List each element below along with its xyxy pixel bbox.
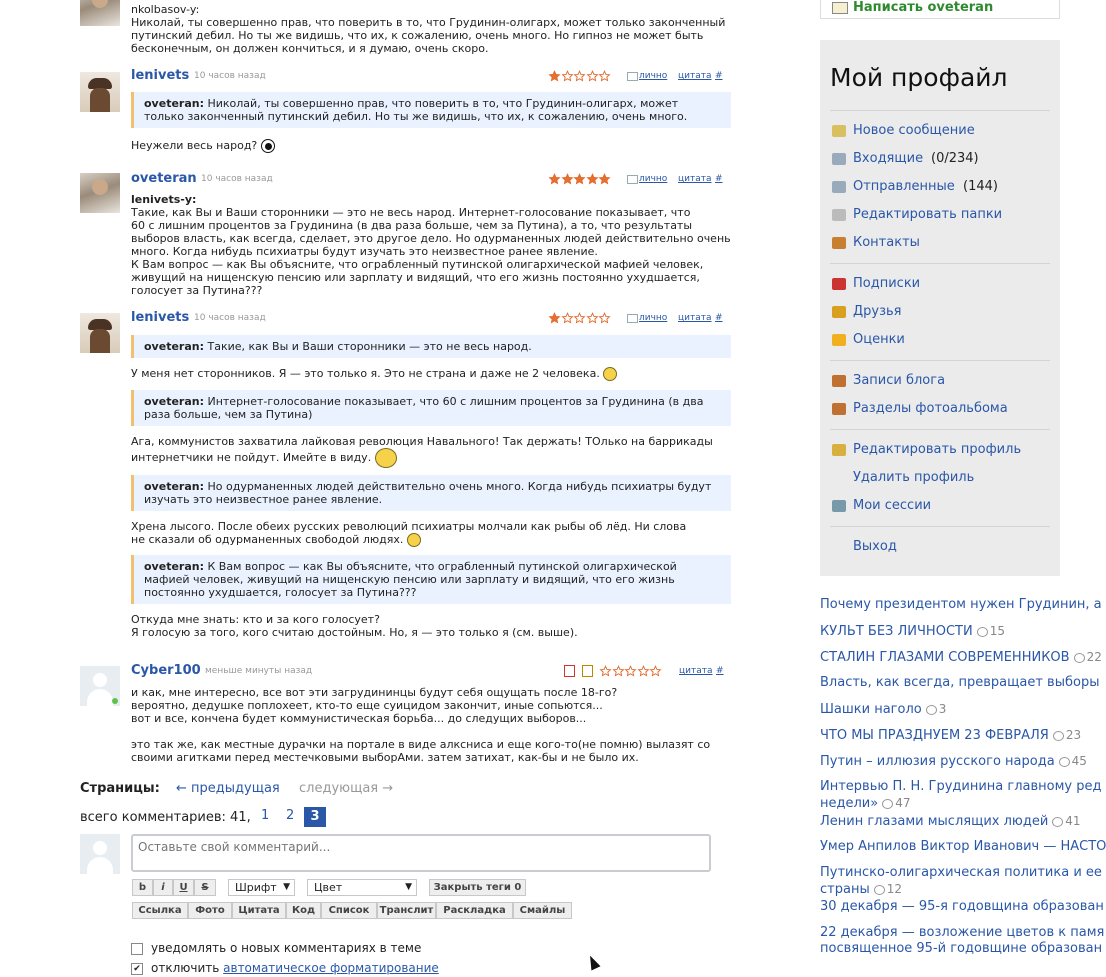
profile-menu-link[interactable]: Разделы фотоальбома <box>853 401 1008 416</box>
comment-bubble-icon <box>1074 653 1085 663</box>
insert-button[interactable]: Цитата <box>232 902 286 919</box>
post-title: ЧТО МЫ ПРАЗДНУЕМ 23 ФЕВРАЛЯ <box>820 728 1049 743</box>
profile-menu-link[interactable]: Отправленные <box>853 179 955 194</box>
profile-menu-link[interactable]: Редактировать папки <box>853 207 1003 222</box>
avatar[interactable] <box>80 72 120 112</box>
profile-menu-link[interactable]: Записи блога <box>853 373 946 388</box>
count: (0/234) <box>931 151 979 166</box>
write-message-link[interactable]: Написать oveteran <box>853 0 994 15</box>
comment-bubble-icon <box>1053 731 1064 741</box>
comment-count <box>1055 754 1087 768</box>
comment-time: 10 часов назад <box>194 71 266 81</box>
comment-count <box>870 882 902 896</box>
quote-block <box>131 475 731 511</box>
autoformat-checkbox[interactable]: ✔ <box>131 963 143 975</box>
mail-icon <box>627 72 638 81</box>
post-title: Путин – иллюзия русского народа <box>820 754 1055 769</box>
post-title: СТАЛИН ГЛАЗАМИ СОВРЕМЕННИКОВ <box>820 650 1070 665</box>
blog-post-link[interactable] <box>820 675 1099 691</box>
comment-body <box>131 335 731 639</box>
avatar[interactable] <box>80 313 120 353</box>
divider <box>830 110 1050 111</box>
comment-bubble-icon <box>882 799 893 809</box>
comment-header <box>131 68 729 84</box>
blog-post-link[interactable] <box>820 753 1087 770</box>
prev-page-link[interactable]: ← предыдущая <box>176 781 280 796</box>
chevron-down-icon: ▼ <box>283 882 290 892</box>
online-status-dot <box>112 698 118 704</box>
compose-icon <box>832 2 848 14</box>
comment-count <box>1049 728 1081 742</box>
divider <box>830 429 1050 430</box>
profile-menu-link[interactable]: Оценки <box>853 332 905 347</box>
rating-star[interactable] <box>625 665 636 677</box>
insert-button[interactable]: Раскладка <box>436 902 513 919</box>
rating-stars[interactable] <box>549 70 612 84</box>
contacts-icon <box>832 237 846 249</box>
delete-icon[interactable] <box>564 665 575 677</box>
photo-album-icon <box>832 403 846 415</box>
rating-stars[interactable] <box>549 173 612 187</box>
rating-star[interactable] <box>574 70 585 82</box>
quote-link[interactable]: цитата <box>678 71 712 81</box>
comment-author-link[interactable]: lenivets <box>131 310 190 325</box>
post-title: Путинско-олигархическая политика и ее <box>820 865 1102 880</box>
mail-icon <box>627 314 638 323</box>
total-comments: всего комментариев: 41, <box>80 810 251 825</box>
comment-text: nkolbasov-y: Николай, ты совершенно прав, что поверить в то, что Грудинин-олигарх, может только законченный путинский дебил. Но ты же видишь, что их, к сожалению, очень много. Но гипноз не может быть бесконечным, он должен кончиться, и я думаю, очень скоро. <box>131 3 726 55</box>
comment-header <box>131 663 729 679</box>
folder-settings-icon <box>832 209 846 221</box>
quote-author: oveteran: <box>144 97 204 110</box>
smiley-icon <box>261 139 275 153</box>
post-title: посвященное 95-й годовщине образован <box>820 941 1103 956</box>
heart-icon <box>832 278 846 290</box>
personal-message-link[interactable]: лично <box>639 174 668 184</box>
blog-post-link[interactable] <box>820 701 946 718</box>
edit-icon[interactable] <box>582 665 593 677</box>
post-title: Шашки наголо <box>820 702 922 717</box>
comment-count-value: 45 <box>1071 754 1087 768</box>
comment-count-value: 3 <box>938 702 947 716</box>
page-link-1[interactable]: 1 <box>261 808 270 823</box>
quote-author: oveteran: <box>144 560 204 573</box>
comment-count-value: 47 <box>895 796 911 810</box>
comment-text: У меня нет сторонников. Я — это только я. Это не страна и даже не 2 человека. <box>131 367 600 380</box>
rating-star[interactable] <box>562 173 573 185</box>
autoformat-prefix: отключить <box>151 961 220 975</box>
strike-button[interactable]: S <box>194 879 216 896</box>
comment-text: Такие, как Вы и Ваши сторонники — это не весь народ. Интернет-голосование показывает, что 60 с лишним процентов за Грудинина (в два раза больше, чем за Путина), а то, что результаты выборов власть, как всегда, сделает, это другое дело. Но одурманенных людей действительно очень много. Когда нибудь психиатры будут изучать это неизвестное ранее явление. К Вам вопрос — как Вы объясните, что ограбленный путинской олигархической мафией человек, живущий на нищенскую пенсию или зарплату и видящий, что его жизнь постоянно ухудшается, голосует за Путина??? <box>131 206 731 297</box>
divider <box>830 263 1050 264</box>
quote-block <box>131 555 731 604</box>
comment-time: меньше минуты назад <box>205 666 313 676</box>
comment-time: 10 часов назад <box>194 313 266 323</box>
quoted-user: lenivets-y: <box>131 193 197 206</box>
quote-block <box>131 390 731 426</box>
color-select[interactable] <box>307 879 417 896</box>
edit-profile-icon <box>832 444 846 456</box>
post-title: 30 декабря — 95-я годовщина образован <box>820 899 1104 914</box>
divider <box>830 526 1050 527</box>
blog-post-link[interactable] <box>820 839 1106 855</box>
italic-button[interactable]: i <box>153 879 173 896</box>
divider <box>830 360 1050 361</box>
next-page-label: следующая → <box>299 781 394 796</box>
avatar[interactable] <box>80 0 120 26</box>
sad-smiley-icon <box>603 367 617 381</box>
rating-star[interactable] <box>587 70 598 82</box>
sessions-icon <box>832 500 846 512</box>
count: (144) <box>963 179 998 194</box>
quote-text: К Вам вопрос — как Вы объясните, что ограбленный путинской олигархической мафией человек, живущий на нищенскую пенсию или зарплату и видящий, что его жизнь постоянно ухудшается, голосует за Путина??? <box>144 560 677 599</box>
post-title: КУЛЬТ БЕЗ ЛИЧНОСТИ <box>820 624 973 639</box>
page-link-2[interactable]: 2 <box>286 808 295 823</box>
rating-star[interactable] <box>549 70 560 82</box>
permalink[interactable]: # <box>715 313 723 323</box>
blog-post-link[interactable] <box>820 649 1102 666</box>
profile-menu-link[interactable]: Удалить профиль <box>853 470 975 485</box>
rating-star[interactable] <box>574 173 585 185</box>
comment-actions <box>549 173 729 187</box>
post-title: Умер Анпилов Виктор Иванович — НАСТО <box>820 839 1106 854</box>
comment-count <box>878 796 910 810</box>
profile-menu-link[interactable]: Мои сессии <box>853 498 932 513</box>
comment-text: Неужели весь народ? <box>131 139 258 152</box>
current-page: 3 <box>304 807 326 827</box>
quote-author: oveteran: <box>144 480 204 493</box>
notify-label: уведомлять о новых комментариях в теме <box>151 941 422 955</box>
rating-star[interactable] <box>613 665 624 677</box>
pages-label: Страницы: <box>80 781 160 796</box>
laughing-smiley-icon <box>375 448 397 468</box>
quote-author: oveteran: <box>144 395 204 408</box>
quote-author: oveteran: <box>144 340 204 353</box>
post-title: 22 декабря — возложение цветов к памя <box>820 925 1105 940</box>
insert-button[interactable]: Смайлы <box>513 902 572 919</box>
mouse-cursor <box>586 954 601 971</box>
comment-body <box>131 92 731 153</box>
blog-post-link[interactable] <box>820 727 1081 744</box>
comment-time: 10 часов назад <box>201 174 273 184</box>
comment-bubble-icon <box>977 627 988 637</box>
comment-author-link[interactable]: Cyber100 <box>131 663 201 678</box>
profile-menu-link[interactable]: Подписки <box>853 276 921 291</box>
quote-text: Но одурманенных людей действительно очень много. Когда нибудь психиатры будут изучать это неизвестное ранее явление. <box>144 480 712 506</box>
comment-count-value: 22 <box>1086 650 1102 664</box>
color-select-label: Цвет <box>314 881 343 894</box>
comment-header <box>131 310 729 326</box>
rating-star[interactable] <box>562 70 573 82</box>
rating-star[interactable] <box>599 173 610 185</box>
quote-text: Интернет-голосование показывает, что 60 с лишним процентов за Грудинина (в два раза больше, чем за Путина) <box>144 395 704 421</box>
quote-block <box>131 92 731 128</box>
post-title: Власть, как всегда, превращает выборы <box>820 675 1100 690</box>
insert-button[interactable]: Код <box>286 902 321 919</box>
blog-post-link[interactable] <box>820 899 1104 915</box>
underline-button[interactable]: U <box>173 879 194 896</box>
profile-menu-link[interactable]: Новое сообщение <box>853 123 975 138</box>
blog-post-link[interactable] <box>820 597 1102 613</box>
profile-title: Мой профайл <box>830 63 1008 92</box>
insert-button[interactable]: Список <box>321 902 377 919</box>
profile-menu-link[interactable]: Входящие <box>853 151 924 166</box>
permalink[interactable]: # <box>716 666 724 676</box>
comment-count-value: 41 <box>1065 814 1081 828</box>
comment-text: Ага, коммунистов захватила лайковая революция Навального! Так держать! ТОлько на баррикады интернетчики не пойдут. Имейте в виду. <box>131 435 713 464</box>
autoformat-link[interactable]: автоматическое форматирование <box>223 961 439 975</box>
rating-stars[interactable] <box>549 312 612 326</box>
rating-star[interactable] <box>599 70 610 82</box>
blog-post-link[interactable] <box>820 779 1101 812</box>
autoformat-option[interactable] <box>131 961 439 975</box>
comment-text: и как, мне интересно, все вот эти загрудининцы будут себя ощущать после 18-го? вероятно, дедушке поплохеет, кто-то еще суицидом закончит, иные сопьются... вот и все, кончена будет коммунистическая борьба... до следущих выборов... <box>131 686 618 725</box>
quote-text: Николай, ты совершенно прав, что поверить в то, что Грудинин-олигарх, может только законченный путинский дебил. Но ты же видишь, что их, к сожалению, очень много. <box>144 97 688 123</box>
insert-button[interactable]: Ссылка <box>132 902 188 919</box>
insert-button[interactable]: Транслит <box>377 902 436 919</box>
comment-count-value: 12 <box>886 882 902 896</box>
quote-link[interactable]: цитата <box>678 313 712 323</box>
comment-actions <box>549 70 729 84</box>
personal-message-link[interactable]: лично <box>639 71 668 81</box>
comment-count <box>973 624 1005 638</box>
comment-text: это так же, как местные дурачки на портале в виде алксниса и еще кого-то(не помню) вылазят со своими агитками перед местечковыми выборАми. затем затихат, как-бы и не было их. <box>131 738 711 764</box>
comment-textarea[interactable] <box>131 834 711 872</box>
bold-button[interactable]: b <box>132 879 153 896</box>
comment-author-link[interactable]: oveteran <box>131 171 197 186</box>
rating-star[interactable] <box>587 173 598 185</box>
comment-header <box>131 171 729 187</box>
comment-count-value: 15 <box>989 624 1005 638</box>
rating-star[interactable] <box>587 312 598 324</box>
friends-icon <box>832 306 846 318</box>
notify-checkbox[interactable] <box>131 943 143 955</box>
notify-option[interactable] <box>131 941 421 955</box>
personal-message-link[interactable]: лично <box>639 313 668 323</box>
comment-bubble-icon <box>874 885 885 895</box>
comment-body <box>131 193 731 297</box>
insert-button[interactable]: Фото <box>188 902 232 919</box>
rating-star[interactable] <box>600 665 611 677</box>
write-message-box <box>820 0 1060 19</box>
profile-menu <box>820 40 1060 576</box>
comment-text: Откуда мне знать: кто и за кого голосует? Я голосую за того, кого считаю достойным. Но, я — это только я (см. выше). <box>131 613 578 639</box>
comment-actions <box>564 665 729 679</box>
comment-count <box>1048 814 1080 828</box>
rating-stars[interactable] <box>600 665 663 679</box>
mail-icon <box>627 175 638 184</box>
avatar[interactable] <box>80 173 120 213</box>
blog-post-link[interactable] <box>820 623 1005 640</box>
rating-star[interactable] <box>599 312 610 324</box>
post-title: Почему президентом нужен Грудинин, а <box>820 597 1102 612</box>
star-icon <box>832 334 846 346</box>
profile-menu-link[interactable]: Редактировать профиль <box>853 442 1022 457</box>
quote-link[interactable]: цитата <box>679 666 713 676</box>
rating-star[interactable] <box>574 312 585 324</box>
font-select[interactable] <box>228 879 295 896</box>
sad-smiley-icon <box>407 533 421 547</box>
comment-bubble-icon <box>926 705 937 715</box>
rating-star[interactable] <box>650 665 661 677</box>
chevron-down-icon: ▼ <box>405 882 412 892</box>
post-title: страны <box>820 882 870 897</box>
comment-count <box>1070 650 1102 664</box>
blog-post-link[interactable] <box>820 865 1102 898</box>
comment-actions <box>549 312 729 326</box>
rating-star[interactable] <box>562 312 573 324</box>
quote-link[interactable]: цитата <box>678 174 712 184</box>
comment-body <box>131 686 731 764</box>
blog-icon <box>832 375 846 387</box>
font-select-label: Шрифт <box>235 881 277 894</box>
comment-text: Хрена лысого. После обеих русских революций психиатры молчали как рыбы об лёд. Ни слова не сказали об одурманенных свободой людях. <box>131 520 687 546</box>
post-title: недели» <box>820 796 879 811</box>
profile-menu-link[interactable]: Выход <box>853 539 897 554</box>
inbox-icon <box>832 153 846 165</box>
quote-block <box>131 335 731 358</box>
permalink[interactable]: # <box>715 71 723 81</box>
rating-star[interactable] <box>549 312 560 324</box>
comment-body <box>131 3 731 55</box>
permalink[interactable]: # <box>715 174 723 184</box>
comment-count <box>922 702 947 716</box>
blog-post-link[interactable] <box>820 813 1081 830</box>
sent-icon <box>832 181 846 193</box>
form-avatar <box>80 834 120 874</box>
profile-menu-link[interactable]: Друзья <box>853 304 902 319</box>
rating-star[interactable] <box>549 173 560 185</box>
quote-text: Такие, как Вы и Ваши сторонники — это не весь народ. <box>203 340 532 353</box>
blog-post-link[interactable] <box>820 925 1104 957</box>
post-title: Интервью П. Н. Грудинина главному ред <box>820 779 1102 794</box>
post-title: Ленин глазами мыслящих людей <box>820 814 1049 829</box>
comment-count-value: 23 <box>1065 728 1082 742</box>
compose-icon <box>832 125 846 137</box>
comment-bubble-icon <box>1059 757 1070 767</box>
comment-bubble-icon <box>1052 817 1063 827</box>
profile-menu-link[interactable]: Контакты <box>853 235 920 250</box>
comment-author-link[interactable]: lenivets <box>131 68 190 83</box>
close-tags-button[interactable]: Закрыть теги 0 <box>429 879 526 896</box>
rating-star[interactable] <box>638 665 649 677</box>
